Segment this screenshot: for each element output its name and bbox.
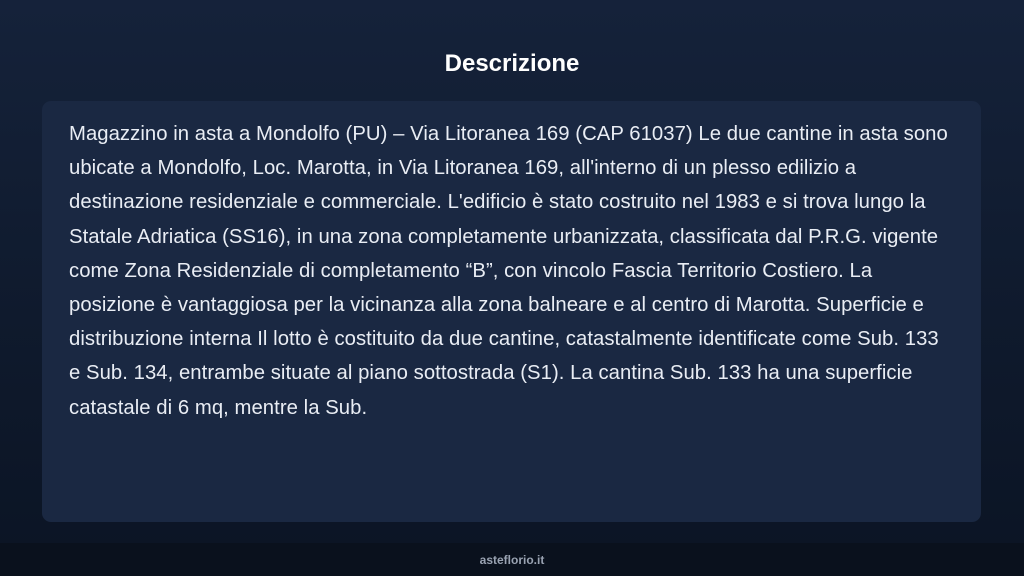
description-card	[42, 101, 981, 522]
page-title: Descrizione	[444, 50, 580, 77]
footer-site-label: asteflorio.it	[479, 553, 545, 567]
description-text: Magazzino in asta a Mondolfo (PU) – Via Litoranea 169 (CAP 61037) Le due cantine in asta sono ubicate a Mondolfo, Loc. Marotta, in Via Litoranea 169, all'interno di un plesso edilizio a destinazione residenziale e commerciale. L'edificio è stato costruito nel 1983 e si trova lungo la Statale Adriatica (SS16), in una zona completamente urbanizzata, classificata dal P.R.G. vigente come Zona Residenziale di completamento “B”, con vincolo Fascia Territorio Costiero. La posizione è vantaggiosa per la vicinanza alla zona balneare e al centro di Marotta. Superficie e distribuzione interna Il lotto è costituito da due cantine, catastalmente identificate come Sub. 133 e Sub. 134, entrambe situate al piano sottostrada (S1). La cantina Sub. 133 ha una superficie catastale di 6 mq, mentre la Sub.	[69, 123, 948, 419]
footer-bar	[0, 543, 1024, 576]
